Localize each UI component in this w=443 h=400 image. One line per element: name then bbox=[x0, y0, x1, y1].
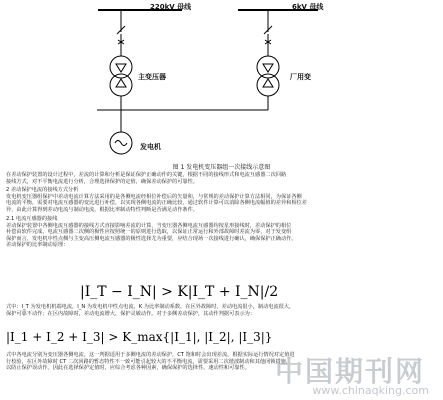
aux-transformer-winding-top bbox=[257, 56, 279, 78]
text-line: 发电机变压器组保护中差动电流计算方法采用的是各侧电流经相位补偿后的矢量和，与常规的差动保护计算方法相同，为保证各侧 bbox=[6, 193, 302, 200]
paragraph-2 bbox=[6, 187, 438, 213]
label-aux-transformer: 厂用变 bbox=[290, 73, 311, 81]
text-line: 式中：I_T 为发电机机端电流，I_N 为发电机中性点电流，K 为比率制动系数。在区外故障时，差动电流很小，制动电流很大， bbox=[6, 304, 295, 310]
label-generator: 发电机 bbox=[140, 143, 161, 151]
text-line: 式中各电流分别为变压器各侧电流，这一判据适用于多侧电流的差动保护，CT 饱和时会出现差流，根据实际运行情况对定值进 bbox=[6, 352, 295, 358]
text-line: 以防止保护误动作。因此在选择保护定值时，应综合考虑各种因素，确保保护的选择性、速动性和可靠性。 bbox=[6, 365, 250, 372]
paragraph-4 bbox=[6, 304, 438, 317]
section-heading: 2 差动保护电流的接线方式分析 bbox=[6, 187, 79, 193]
text-line: 差动保护装置中各侧电流互感器的接线方式直接影响差流的计算，当变压器各侧电流互感器均按星形接线时，差动保护的相位 bbox=[6, 222, 292, 229]
one-line-diagram bbox=[0, 0, 443, 165]
aux-transformer-branch bbox=[121, 10, 279, 110]
figure-caption: 图 1 发电机变压器组一次接线示意图 bbox=[172, 164, 271, 171]
text-line: 电流的平衡，需要对电流互感器的变比进行补偿，以实现各侧电流的正确比较，通过软件计算可以消除各侧电流幅值的差异和相位差 bbox=[6, 200, 307, 207]
section-heading: 2.1 电流互感器的接线 bbox=[6, 216, 58, 222]
main-transformer-branch bbox=[97, 10, 132, 154]
paragraph-3 bbox=[6, 216, 438, 249]
text-line: 补偿由软件完成。电流互感器二次侧的极性应按照统一的原则进行选取，以保证正常运行和外部故障时差流为零，对于发变组 bbox=[6, 229, 292, 236]
text-line: 异，由此计算得到差动电流与制动电流，根据比率制动特性判断是否满足动作条件。 bbox=[6, 206, 198, 213]
text-line: 差动保护的比率制动原理： bbox=[6, 242, 69, 249]
formula-multi-side: |I_1 + I_2 + I_3| > K_max{|I_1|, |I_2|, |I_3|} bbox=[6, 330, 273, 344]
watermark-url: www.chinaqking.com bbox=[312, 384, 429, 397]
main-transformer-winding-bottom bbox=[110, 74, 132, 96]
text-line: 在差动保护装置的设计过程中，差流的计算和分析是保证保护正确动作的关键，根据不同的接线形式和电流互感器二次回路 bbox=[6, 172, 287, 178]
paragraph-1 bbox=[6, 172, 438, 185]
main-transformer-winding-top bbox=[110, 56, 132, 78]
text-line: 保护而言，发电机中性点侧与主变高压侧电流互感器的极性选择尤为重要，应结合现场一次接线进行确认，确保保护正确动作。 bbox=[6, 235, 297, 242]
text-line: 行校验，在区外故障时 CT 二次回路的暂态特性不一致可能引起较大的不平衡电流，需要采用二次谐波制动和其他闭锁措施， bbox=[6, 358, 292, 365]
bus-label-6kv: 6kV 母线 bbox=[292, 3, 324, 11]
bus-label-220kv: 220kV 母线 bbox=[150, 3, 192, 11]
label-main-transformer: 主变压器 bbox=[138, 73, 166, 81]
text-line: 保护可靠不动作；在区内故障时，差动电流增大，保护灵敏动作。对于多侧差动保护，其动作判据可表示为： bbox=[6, 310, 256, 317]
text-line: 接线方式，对不平衡电流进行分析，合理选择保护的定值，确保差动保护的可靠性。 bbox=[6, 178, 198, 185]
watermark-text: 中国期刊网 bbox=[274, 355, 425, 388]
formula-ratio-differential: |I_T − I_N| > K|I_T + I_N|/2 bbox=[80, 284, 279, 300]
aux-transformer-winding-bottom bbox=[257, 74, 279, 96]
